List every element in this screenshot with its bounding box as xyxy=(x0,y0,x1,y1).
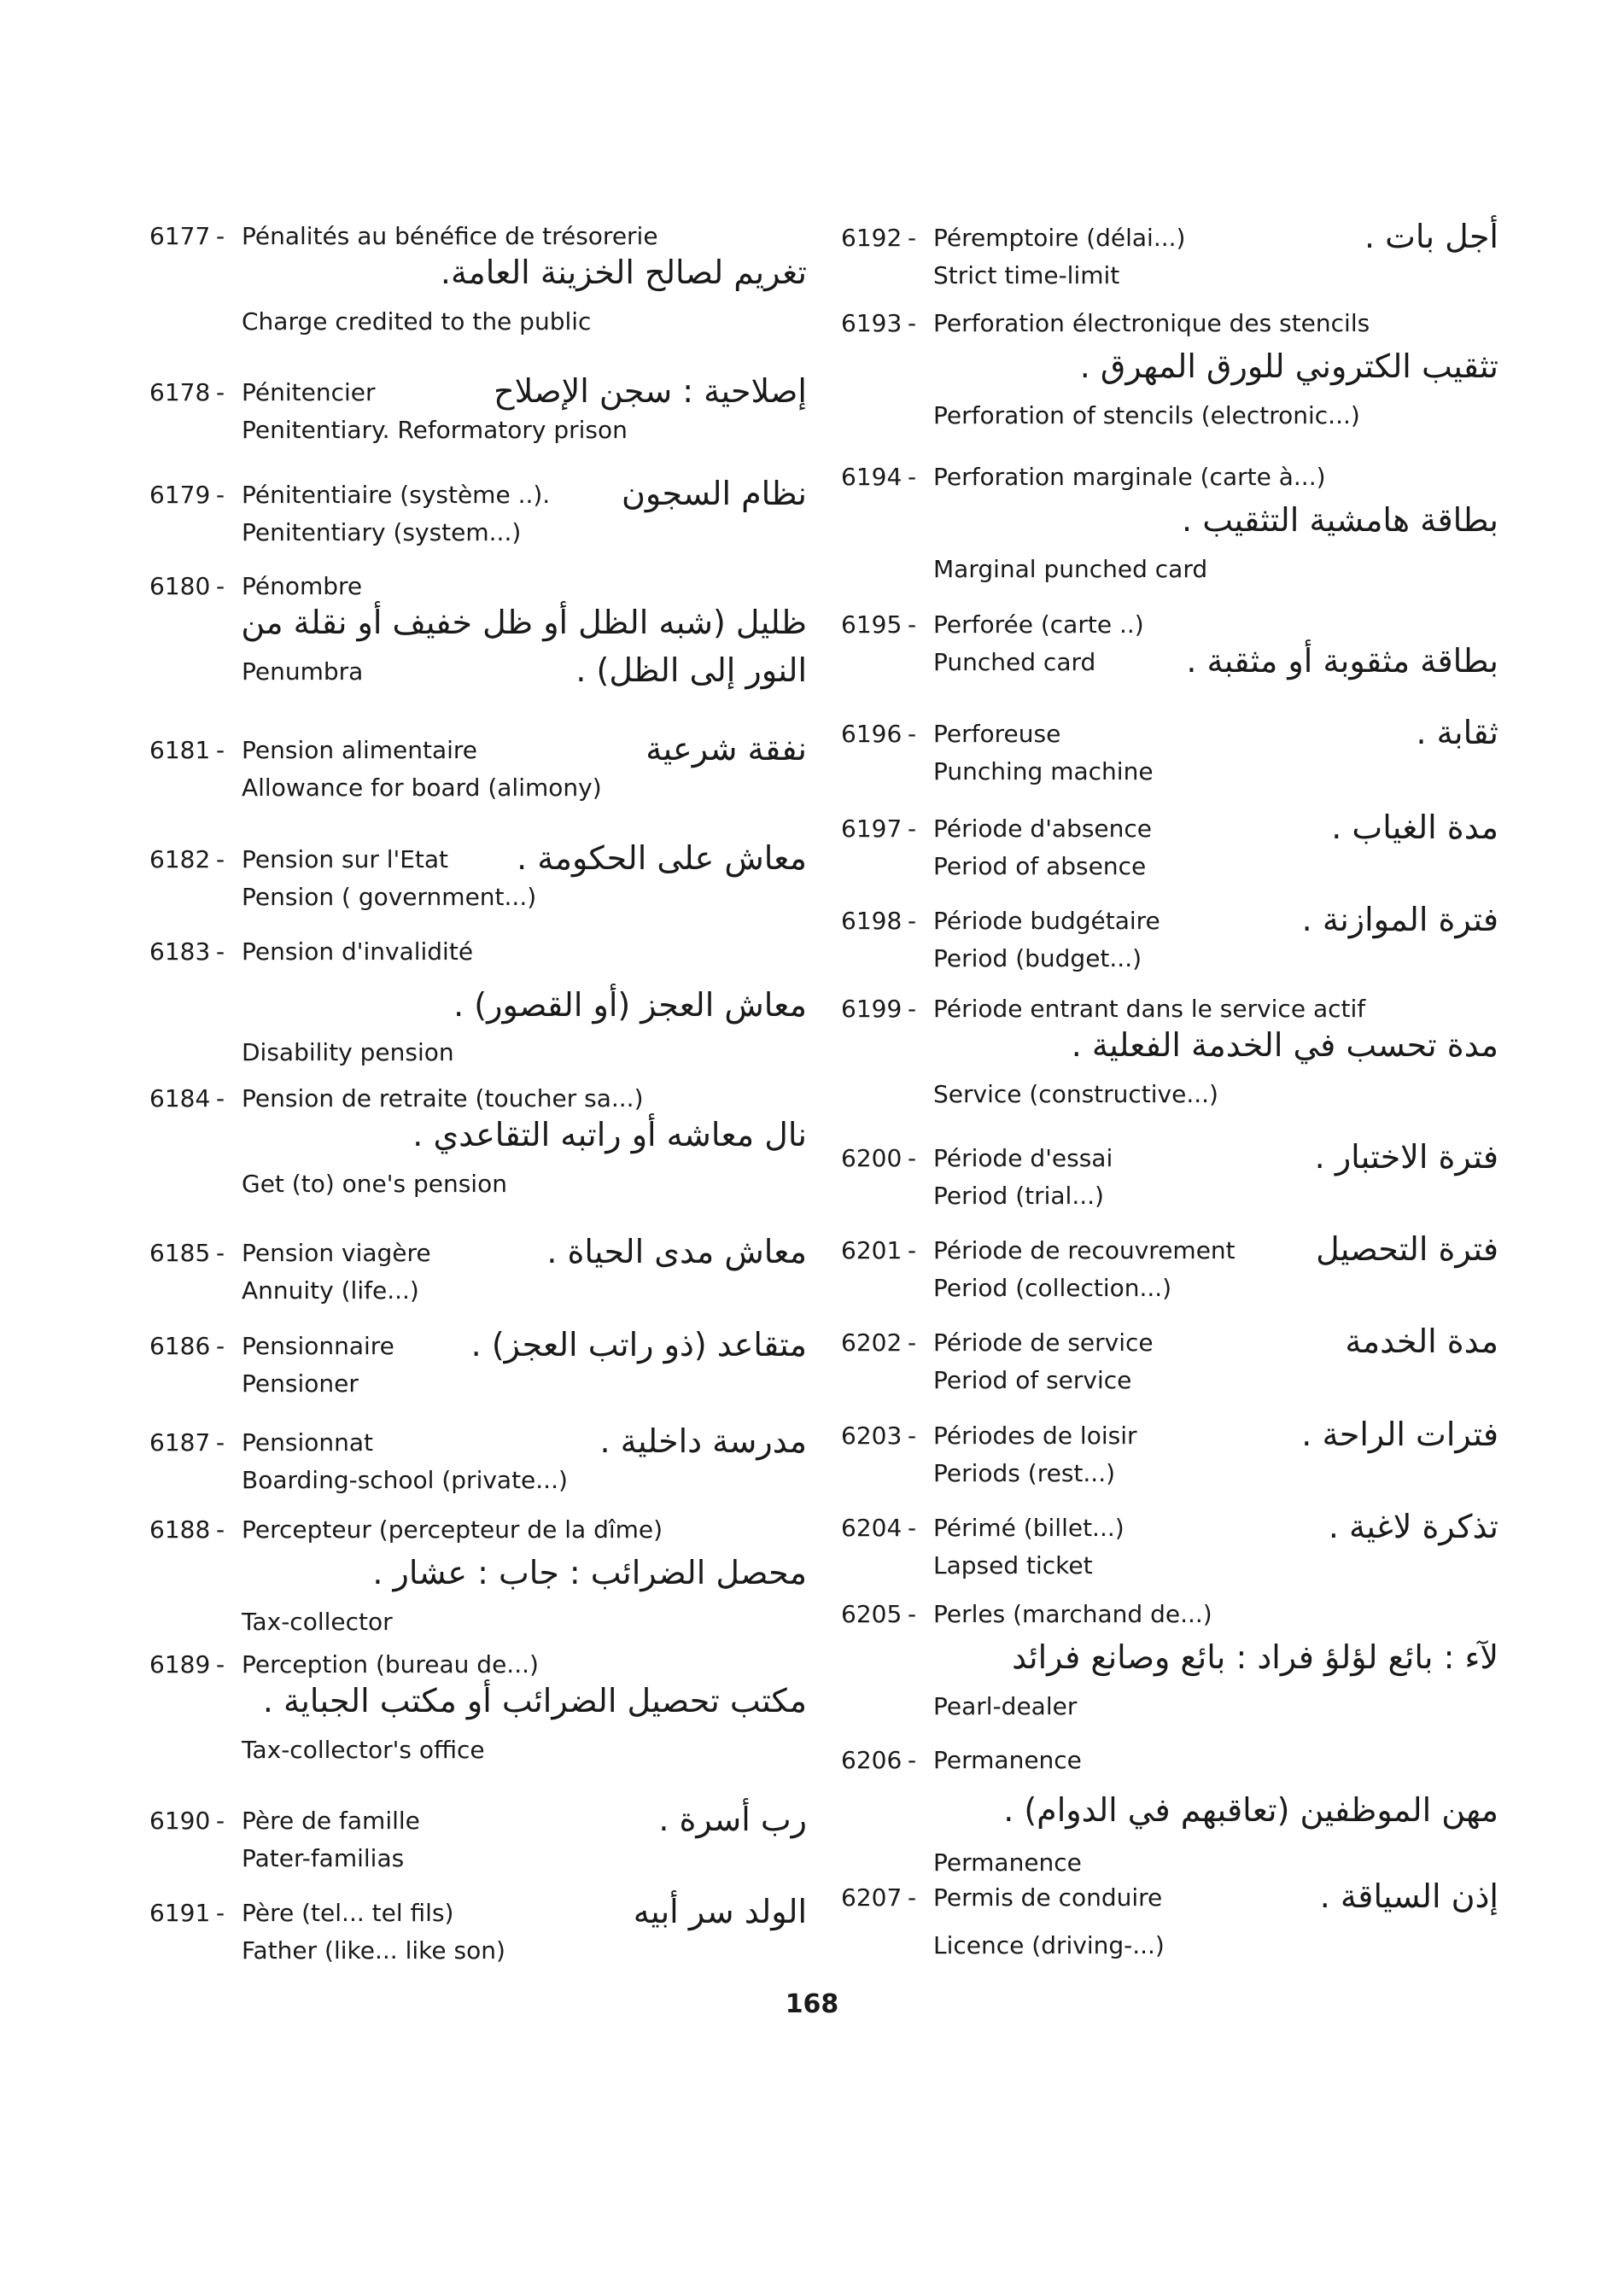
english-term: Annuity (life...) xyxy=(242,1276,419,1305)
french-term: Pensionnaire xyxy=(242,1332,394,1360)
french-term: Période d'absence xyxy=(933,815,1153,843)
arabic-term: إذن السياقة . xyxy=(1319,1877,1498,1915)
entry: 6193 - Perforation électronique des stencils تثقيب الكتروني للورق المهرق . Perforation of stencils (electronic...) xyxy=(841,305,1498,435)
entry: 6189 - Perception (bureau de...) مكتب تحصيل الضرائب أو مكتب الجباية . Tax-collector's office xyxy=(149,1646,807,1769)
entry: 6178 - Pénitencier إصلاحية : سجن الإصلاح Penitentiary. Reformatory prison xyxy=(149,374,807,449)
english-term: Punched card xyxy=(933,648,1096,676)
french-term: Pensionnat xyxy=(242,1428,373,1457)
entry: 6205 - Perles (marchand de...) لآء : بائع لؤلؤ فراد : بائع وصانع فرائد Pearl-dealer xyxy=(841,1596,1498,1725)
entry-number: 6191 xyxy=(149,1899,211,1927)
entry-number: 6183 xyxy=(149,937,211,966)
french-term: Pension d'invalidité xyxy=(242,937,474,966)
entry-number: 6195 xyxy=(841,610,903,639)
french-term: Pénombre xyxy=(242,572,363,600)
english-term: Permanence xyxy=(933,1848,1082,1877)
arabic-term: نظام السجون xyxy=(621,475,807,512)
entry-number: 6203 xyxy=(841,1422,903,1450)
arabic-term: تثقيب الكتروني للورق المهرق . xyxy=(1079,347,1498,385)
french-term: Pénitentiaire (système ..). xyxy=(242,481,551,509)
french-term: Perforeuse xyxy=(933,720,1061,748)
arabic-term: مهن الموظفين (تعاقبهم في الدوام) . xyxy=(1003,1791,1498,1829)
entry: 6186 - Pensionnaire متقاعد (ذو راتب العجز) . Pensioner xyxy=(149,1328,807,1403)
french-term: Pénalités au bénéfice de trésorerie xyxy=(242,222,658,250)
arabic-term: لآء : بائع لؤلؤ فراد : بائع وصانع فرائد xyxy=(1012,1638,1498,1676)
arabic-term: مدة الخدمة xyxy=(1345,1323,1498,1360)
arabic-term: رب أسرة . xyxy=(658,1801,807,1838)
entry-number: 6193 xyxy=(841,309,903,337)
entry: 6194 - Perforation marginale (carte à...) بطاقة هامشية التثقيب . Marginal punched card xyxy=(841,458,1498,588)
entry-number: 6177 xyxy=(149,222,211,250)
french-term: Permanence xyxy=(933,1746,1082,1774)
english-term: Periods (rest...) xyxy=(933,1459,1116,1487)
english-term: Tax-collector's office xyxy=(242,1736,485,1764)
entry-number: 6190 xyxy=(149,1807,211,1835)
entry: 6198 - Période budgétaire فترة الموازنة . Period (budget...) xyxy=(841,902,1498,978)
french-term: Perforation marginale (carte à...) xyxy=(933,463,1326,491)
french-term: Père de famille xyxy=(242,1807,420,1835)
french-term: Péremptoire (délai...) xyxy=(933,224,1186,252)
english-term: Get (to) one's pension xyxy=(242,1170,507,1198)
arabic-term: تغريم لصالح الخزينة العامة. xyxy=(440,254,807,291)
french-term: Pension de retraite (toucher sa...) xyxy=(242,1084,644,1112)
english-term: Tax-collector xyxy=(242,1608,393,1636)
english-term: Penumbra xyxy=(242,657,364,686)
french-term: Périmé (billet...) xyxy=(933,1514,1125,1542)
entry: 6180 - Pénombre ظليل (شبه الظل أو ظل خفيف أو نقلة من Penumbra النور إلى الظل) . xyxy=(149,568,807,691)
entry-number: 6197 xyxy=(841,815,903,843)
arabic-term: تذكرة لاغية . xyxy=(1328,1508,1498,1545)
entry: 6185 - Pension viagère معاش مدى الحياة . Annuity (life...) xyxy=(149,1235,807,1310)
english-term: Pensioner xyxy=(242,1369,359,1398)
arabic-term: الولد سر أبيه xyxy=(633,1893,807,1930)
entry: 6200 - Période d'essai فترة الاختبار . Period (trial...) xyxy=(841,1140,1498,1215)
french-term: Perforation électronique des stencils xyxy=(933,309,1370,337)
english-term: Period (collection...) xyxy=(933,1274,1172,1302)
english-term: Perforation of stencils (electronic...) xyxy=(933,401,1360,429)
entry: 6190 - Père de famille رب أسرة . Pater-familias xyxy=(149,1802,807,1877)
entry: 6181 - Pension alimentaire نفقة شرعية Allowance for board (alimony) xyxy=(149,732,807,807)
arabic-term: محصل الضرائب : جاب : عشار . xyxy=(372,1554,807,1591)
arabic-term: فترة الموازنة . xyxy=(1301,901,1498,938)
entry-number: 6181 xyxy=(149,736,211,764)
entry: 6179 - Pénitentiaire (système ..). نظام السجون Penitentiary (system...) xyxy=(149,476,807,552)
english-term: Disability pension xyxy=(242,1038,454,1066)
entry: 6203 - Périodes de loisir فترات الراحة . Periods (rest...) xyxy=(841,1417,1498,1492)
entry: 6191 - Père (tel... tel fils) الولد سر أبيه Father (like... like son) xyxy=(149,1895,807,1970)
entry: 6207 - Permis de conduire إذن السياقة . Licence (driving-...) xyxy=(841,1879,1498,1965)
entry-number: 6194 xyxy=(841,463,903,491)
french-term: Perception (bureau de...) xyxy=(242,1650,539,1679)
entry: 6202 - Période de service مدة الخدمة Period of service xyxy=(841,1324,1498,1399)
entry-number: 6180 xyxy=(149,572,211,600)
entry-number: 6199 xyxy=(841,995,903,1023)
entry: 6182 - Pension sur l'Etat معاش على الحكومة . Pension ( government...) xyxy=(149,841,807,916)
page-number: 168 xyxy=(785,1989,839,2019)
english-term: Period (budget...) xyxy=(933,944,1142,972)
entry: 6184 - Pension de retraite (toucher sa...) نال معاشه أو راتبه التقاعدي . Get (to) one's pension xyxy=(149,1080,807,1203)
entry-number: 6187 xyxy=(149,1428,211,1457)
entry: 6206 - Permanence مهن الموظفين (تعاقبهم في الدوام) . Permanence xyxy=(841,1742,1498,1882)
english-term: Penitentiary. Reformatory prison xyxy=(242,416,628,444)
english-term: Pension ( government...) xyxy=(242,883,537,911)
entry-number: 6201 xyxy=(841,1236,903,1264)
french-term: Permis de conduire xyxy=(933,1883,1163,1912)
english-term: Marginal punched card xyxy=(933,555,1208,583)
french-term: Pénitencier xyxy=(242,378,376,406)
arabic-term: مكتب تحصيل الضرائب أو مكتب الجباية . xyxy=(262,1682,807,1720)
english-term: Punching machine xyxy=(933,757,1154,785)
french-term: Période entrant dans le service actif xyxy=(933,995,1366,1023)
arabic-term: مدة تحسب في الخدمة الفعلية . xyxy=(1071,1026,1498,1064)
french-term: Pension viagère xyxy=(242,1239,431,1267)
english-term: Strict time-limit xyxy=(933,261,1120,289)
entry-number: 6192 xyxy=(841,224,903,252)
entry-number: 6204 xyxy=(841,1514,903,1542)
french-term: Perforée (carte ..) xyxy=(933,610,1144,639)
entry-number: 6189 xyxy=(149,1650,211,1679)
entry-number: 6207 xyxy=(841,1883,903,1912)
entry-number: 6205 xyxy=(841,1600,903,1628)
entry: 6195 - Perforée (carte ..) Punched card بطاقة مثقوبة أو مثقبة . xyxy=(841,606,1498,681)
entry: 6201 - Période de recouvrement فترة التحصيل Period (collection...) xyxy=(841,1232,1498,1307)
arabic-term: فترات الراحة . xyxy=(1301,1416,1498,1453)
arabic-term: متقاعد (ذو راتب العجز) . xyxy=(470,1326,807,1363)
french-term: Pension alimentaire xyxy=(242,736,478,764)
arabic-term: فترة الاختبار . xyxy=(1314,1138,1498,1176)
entry-number: 6186 xyxy=(149,1332,211,1360)
entry-number: 6184 xyxy=(149,1084,211,1112)
entry-number: 6185 xyxy=(149,1239,211,1267)
arabic-term: معاش على الحكومة . xyxy=(517,839,807,877)
english-term: Father (like... like son) xyxy=(242,1936,505,1965)
entry: 6204 - Périmé (billet...) تذكرة لاغية . Lapsed ticket xyxy=(841,1509,1498,1585)
english-term: Pater-familias xyxy=(242,1844,405,1872)
arabic-term: فترة التحصيل xyxy=(1316,1230,1498,1268)
french-term: Périodes de loisir xyxy=(933,1422,1137,1450)
arabic-term: بطاقة هامشية التثقيب . xyxy=(1182,501,1498,539)
entry-number: 6179 xyxy=(149,481,211,509)
arabic-term: نال معاشه أو راتبه التقاعدي . xyxy=(412,1116,807,1153)
entry-number: 6182 xyxy=(149,845,211,873)
english-term: Pearl-dealer xyxy=(933,1692,1078,1720)
entry: 6197 - Période d'absence مدة الغياب . Period of absence xyxy=(841,810,1498,885)
french-term: Perles (marchand de...) xyxy=(933,1600,1212,1628)
entry-number: 6196 xyxy=(841,720,903,748)
english-term: Period of absence xyxy=(933,852,1147,880)
arabic-term: نفقة شرعية xyxy=(646,730,807,768)
arabic-term: ثقابة . xyxy=(1416,714,1498,751)
english-term: Charge credited to the public xyxy=(242,307,592,336)
entry: 6188 - Percepteur (percepteur de la dîme) محصل الضرائب : جاب : عشار . Tax-collector xyxy=(149,1511,807,1641)
entry-number: 6200 xyxy=(841,1144,903,1172)
english-term: Period of service xyxy=(933,1366,1132,1394)
english-term: Service (constructive...) xyxy=(933,1080,1218,1108)
entry: 6183 - Pension d'invalidité معاش العجز (أو القصور) . Disability pension xyxy=(149,933,807,1071)
arabic-term-continued: النور إلى الظل) . xyxy=(575,651,807,689)
entry: 6192 - Péremptoire (délai...) أجل بات . Strict time-limit xyxy=(841,219,1498,295)
arabic-term: بطاقة مثقوبة أو مثقبة . xyxy=(1186,642,1498,680)
entry-number: 6202 xyxy=(841,1328,903,1357)
arabic-term: إصلاحية : سجن الإصلاح xyxy=(494,372,807,410)
arabic-term: مدة الغياب . xyxy=(1331,809,1498,846)
arabic-term: أجل بات . xyxy=(1364,218,1498,255)
entry: 6196 - Perforeuse ثقابة . Punching machine xyxy=(841,715,1498,791)
entry-number: 6206 xyxy=(841,1746,903,1774)
arabic-term: مدرسة داخلية . xyxy=(599,1422,807,1460)
english-term: Boarding-school (private...) xyxy=(242,1466,568,1494)
french-term: Pension sur l'Etat xyxy=(242,845,449,873)
english-term: Period (trial...) xyxy=(933,1182,1104,1210)
entry: 6177 - Pénalités au bénéfice de trésorerie تغريم لصالح الخزينة العامة. Charge credited to the public xyxy=(149,218,807,341)
right-column xyxy=(841,0,1498,2283)
french-term: Période de recouvrement xyxy=(933,1236,1236,1264)
english-term: Penitentiary (system...) xyxy=(242,518,522,546)
arabic-term: معاش العجز (أو القصور) . xyxy=(453,986,807,1024)
french-term: Période budgétaire xyxy=(933,907,1160,935)
entry: 6187 - Pensionnat مدرسة داخلية . Boarding-school (private...) xyxy=(149,1424,807,1499)
french-term: Percepteur (percepteur de la dîme) xyxy=(242,1515,663,1544)
english-term: Lapsed ticket xyxy=(933,1551,1093,1579)
entry-number: 6188 xyxy=(149,1515,211,1544)
entry: 6199 - Période entrant dans le service actif مدة تحسب في الخدمة الفعلية . Service (constructive...) xyxy=(841,990,1498,1113)
entry-number: 6178 xyxy=(149,378,211,406)
french-term: Père (tel... tel fils) xyxy=(242,1899,454,1927)
left-column xyxy=(149,0,807,2283)
arabic-term: ظليل (شبه الظل أو ظل خفيف أو نقلة من xyxy=(241,604,807,641)
french-term: Période de service xyxy=(933,1328,1154,1357)
arabic-term: معاش مدى الحياة . xyxy=(546,1233,807,1270)
english-term: Licence (driving-...) xyxy=(933,1931,1165,1959)
english-term: Allowance for board (alimony) xyxy=(242,774,602,802)
entry-number: 6198 xyxy=(841,907,903,935)
french-term: Période d'essai xyxy=(933,1144,1113,1172)
